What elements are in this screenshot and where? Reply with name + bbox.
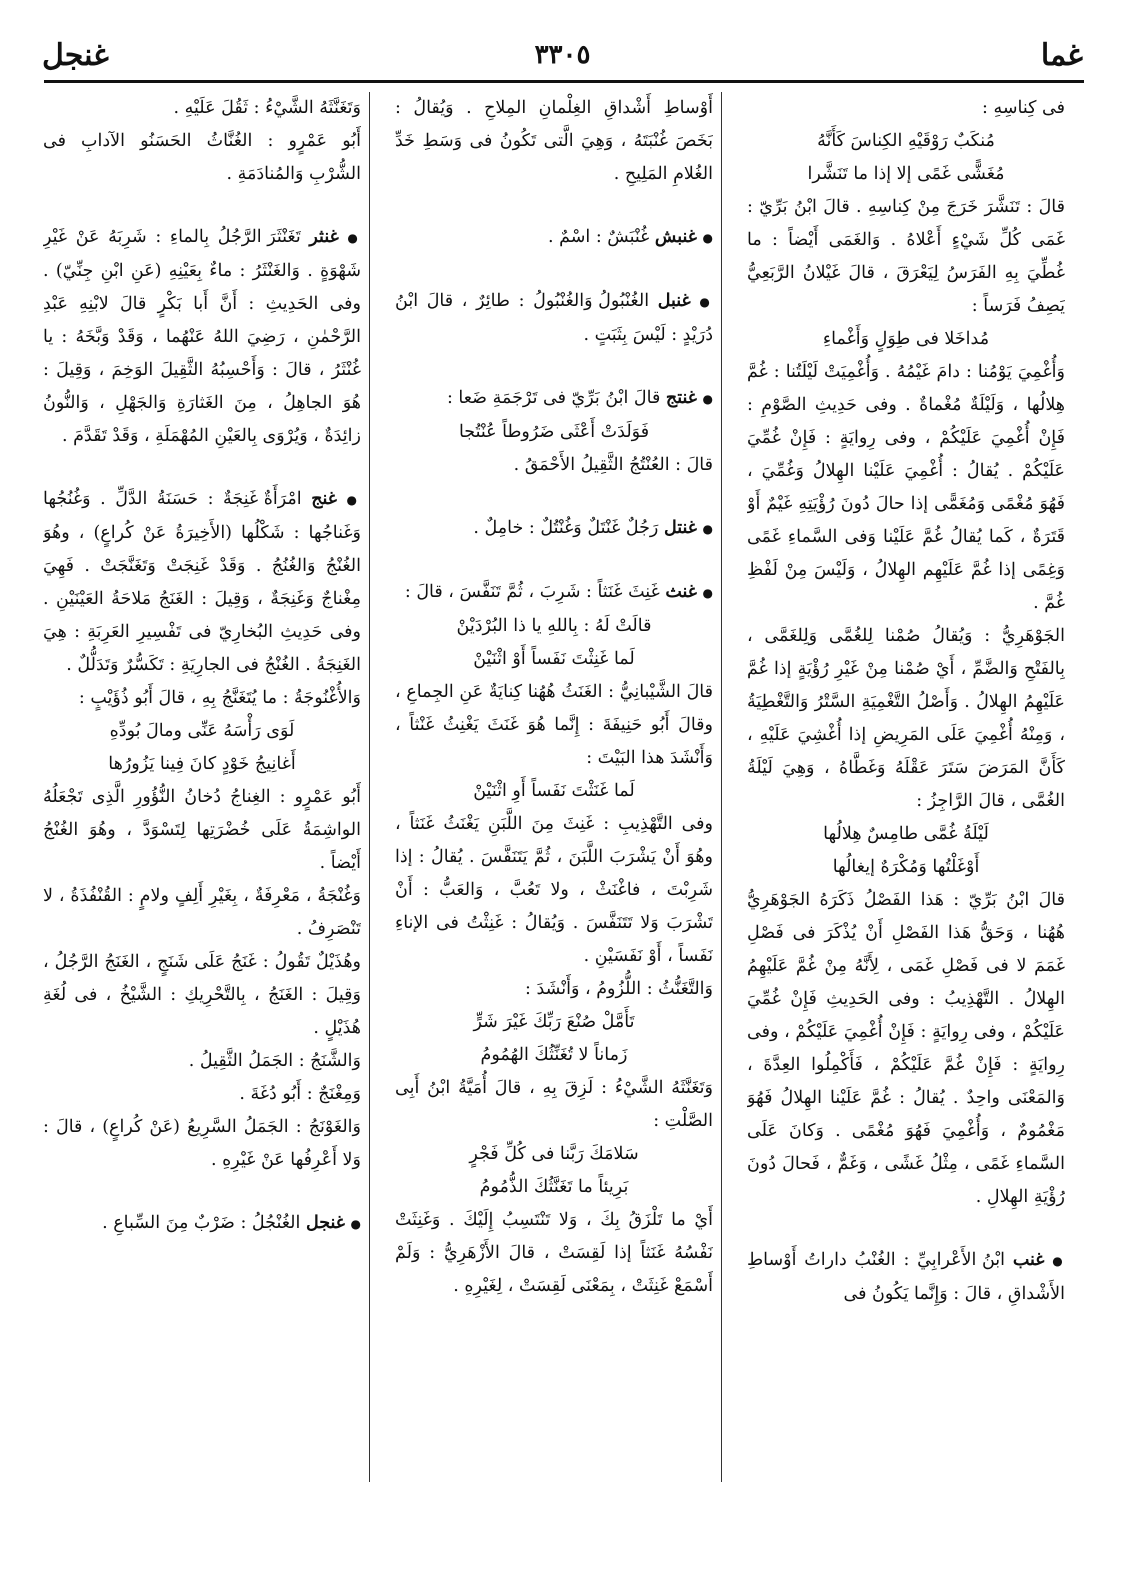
verse-line: قالَتْ لَهُ : بِاللهِ يا ذا البُرْدَيْنْ bbox=[456, 616, 652, 636]
headword: غنتل bbox=[663, 518, 697, 538]
verse-line: لَوَى رَأْسَهُ عَنِّى ومالَ بُودِّهِ bbox=[109, 721, 295, 741]
column-divider bbox=[721, 92, 722, 1482]
headword: غنب bbox=[1012, 1250, 1045, 1270]
entry-bullet: ● bbox=[702, 392, 713, 406]
paragraph: وَالشَّنَجُ : الجَمَلُ الثَّقِيلُ . bbox=[188, 1051, 361, 1071]
entry-text: الغُنْبُولُ وَالغُنْبُولُ : طائِرٌ ، قالَ ابْنُ دُرَيْدٍ : لَيْسَ بِثَبَتٍ . bbox=[395, 291, 713, 345]
paragraph: فى كِناسِهِ : bbox=[982, 98, 1065, 118]
verse-line: فَوَلَدَتْ أَعْثَى ضَرُوطاً عُنْتُجا bbox=[458, 422, 650, 442]
running-head-right: غما bbox=[1040, 38, 1083, 73]
column-divider bbox=[369, 92, 370, 1482]
dictionary-entry bbox=[395, 382, 713, 416]
paragraph: وَغُنْجَةُ ، مَعْرِفَةٌ ، بِغَيْرِ أَلِفٍ ولامٍ : القُنْفُذَةُ ، لا تَنْصَرِفُ . bbox=[43, 886, 361, 939]
dictionary-entry bbox=[395, 221, 713, 255]
verse-line: لَيْلَةُ غُمَّى طامِسٌ هِلالُها bbox=[823, 824, 989, 844]
running-head-left: غنجل bbox=[42, 38, 109, 73]
headword: غنبل bbox=[657, 291, 691, 311]
verse-line: مُنكَبٌ رَوْقَيْهِ الكِناسَ كَأَنَّهُ bbox=[817, 131, 995, 151]
verse-line: بَرِيئاً ما تَغَنَّثُكَ الذُّمُومُ bbox=[479, 1177, 629, 1197]
paragraph: قالَ الشَّيْبانِيُّ : الغَنَثُ هُهُنا كِنايَةٌ عَنِ الجِماعِ ، وقالَ أَبُو حَنِيفَةَ : إِنَّما هُوَ غَنَثَ يَغْنِثُ غَنْثاً ، وَأَنْشَدَ هذا البَيْتَ : bbox=[395, 682, 713, 768]
paragraph: وفى التَّهْذِيبِ : غَنِثَ مِنَ اللَّبَنِ يَغْنَثُ غَنَثاً ، وهُوَ أَنْ يَشْرَبَ اللَّبَنَ ، ثُمَّ يَتَنَفَّسَ . يُقالُ : إذا شَرِبْتَ ، فاغْنَثْ ، ولا تَعُبَّ ، وَالعَبُّ : أَنْ تَشْرَبَ وَلا تَتَنَفَّسَ . وَيُقالُ : غَنِثْتُ فى الإناءِ نَفَساً ، أَوْ نَفَسَيْنِ . bbox=[395, 814, 713, 966]
paragraph: أَيْ ما تَلْزَقُ بِكَ ، وَلا تَنْتَسِبُ إِلَيْكَ . وَغَنِثَتْ نَفْسُهُ غَنَثاً إذا لَقِسَتْ ، قالَ الأَزْهَرِيُّ : وَلَمْ أَسْمَعْ غَنِثَتْ ، بِمَعْنَى لَقِسَتْ ، لِغَيْرِهِ . bbox=[395, 1210, 713, 1296]
paragraph: وَالغَوْنَجُ : الجَمَلُ السَّرِيعُ (عَنْ كُراعٍ) ، قالَ : وَلا أَعْرِفُها عَنْ غَيْرِهِ . bbox=[43, 1117, 361, 1170]
paragraph: وَأُغْمِيَ يَوْمُنا : دامَ غَيْمُهُ . وَأُغْمِيَتْ لَيْلَتُنا : غُمَّ هِلالُها ، وَلَيْلَةٌ مُغْماةٌ . وفى حَدِيثِ الصَّوْمِ : فَإِنْ أُغْمِيَ عَلَيْكُمْ ، وفى رِوايَةٍ : فَإِنْ غُمِّيَ عَلَيْكُمْ . يُقالُ : أُغْمِيَ عَلَيْنا الهِلالُ وَغُمِّيَ ، فَهُوَ مُغْمًى وَمُغَمًّى إذا حالَ دُونَ رُؤْيَتِهِ غَيْمٌ أَوْ قَتَرَةٌ ، كَما يُقالُ غُمَّ عَلَيْنا وَفى السَّماءِ غَمًى وَغِمًى إذا غُمَّ عَلَيْهِم الهِلالُ ، وَلَيْسَ مِنْ لَفْظِ غُمَّ . bbox=[747, 362, 1065, 613]
paragraph: الجَوْهَرِيُّ : وَيُقالُ صُمْنا لِلغُمَّى وَلِلغَمَّى ، بِالفَتْحِ وَالضَّمِّ ، أَيْ صُمْنا مِنْ غَيْرِ رُؤْيَةٍ إذا غُمَّ عَلَيْهِمُ الهِلالُ . وَأَصْلُ التَّغْمِيَةِ السَّتْرُ وَالتَّغْطِيَةُ ، وَمِنْهُ أُغْمِيَ عَلَى المَرِيضِ إذا أُغْشِيَ عَلَيْهِ ، كَأَنَّ المَرَضَ سَتَرَ عَقْلَهُ وَغَطَّاهُ ، وَهِيَ لَيْلَةُ الغُمَّى ، قالَ الرَّاجِزُ : bbox=[747, 626, 1065, 811]
paragraph: وهُذَيْلٌ تَقُولُ : غَنَجُ عَلَى شَنَجٍ ، الغَنَجُ الرَّجُلُ ، وَقِيلَ : الغَنَجُ ، بِالتَّحْرِيكِ : الشَّيْخُ ، فى لُغَةِ هُذَيْلٍ . bbox=[43, 952, 361, 1038]
dictionary-entry bbox=[43, 221, 361, 453]
verse-line: سَلامَكَ رَبَّنا فى كُلِّ فَجْرٍ bbox=[469, 1144, 639, 1164]
headword: غنثر bbox=[309, 227, 339, 247]
dictionary-entry bbox=[747, 1244, 1065, 1311]
paragraph: قالَ : تَنَشَّرَ خَرَجَ مِنْ كِناسِهِ . قالَ ابْنُ بَرِّيّ : غَمَى كُلِّ شَيْءٍ أَعْلاهُ . وَالغَمَى أَيْضاً : ما غُطِّيَ بِهِ الفَرَسُ لِيَعْرَقَ ، قالَ غَيْلانُ الرَّبَعِيُّ يَصِفُ فَرَساً : bbox=[747, 197, 1065, 316]
paragraph: أَبُو عَمْرٍو : الغِناجُ دُخانُ النُّؤُورِ الَّذِى تَجْعَلُهُ الواشِمَةُ عَلَى خُضْرَتِها لِتَسْوَدَّ ، وهُوَ الغُنْجُ أَيْضاً . bbox=[43, 787, 361, 873]
dictionary-entry bbox=[395, 285, 713, 352]
header-rule bbox=[44, 80, 1084, 83]
paragraph: قالَ ابْنُ بَرِّيّ : هَذا الفَصْلُ ذَكَرَهُ الجَوْهَرِيُّ هُهُنا ، وَحَقُّ هَذا الفَصْلِ أَنْ يُذْكَرَ فى فَصْلِ غَمَمَ لا فى فَصْلِ غَمَى ، لِأَنَّهُ مِنْ غُمَّ عَلَيْهِمُ الهِلالُ . التَّهْذِيبُ : وفى الحَدِيثِ فَإِنْ غُمِّيَ عَلَيْكُمْ ، وفى رِوايَةٍ : فَإِنْ أُغْمِيَ عَلَيْكُمْ ، وفى رِوايَةٍ : فَإِنْ غُمَّ عَلَيْكُمْ ، فَأَكْمِلُوا العِدَّةَ ، وَالمَعْنَى واحِدٌ . يُقالُ : غُمَّ عَلَيْنا الهِلالُ فَهُوَ مَغْمُومٌ ، وَأُغْمِيَ فَهُوَ مُغْمًى . وَكانَ عَلَى السَّماءِ غَمًى ، مِثْلُ غَشًى ، وَغَمٌّ ، فَحالَ دُونَ رُؤْيَةِ الهِلالِ . bbox=[747, 890, 1065, 1207]
entry-bullet: ● bbox=[350, 1217, 361, 1231]
verse-line: زَماناً لا تُغَنِّثُكَ الهُمُومُ bbox=[480, 1045, 628, 1065]
verse-line: تَأَمَّلْ صُنْعَ رَبِّكَ غَيْرَ شَرٍّ bbox=[473, 1012, 635, 1032]
paragraph: أَوْساطِ أَشْداقِ الغِلْمانِ المِلاحِ . وَيُقالُ : بَخَصَ غُنْبَتَهُ ، وَهِيَ الَّتى تَكُونُ فى وَسَطِ خَدِّ الغُلامِ المَلِيحِ . bbox=[395, 98, 713, 184]
paragraph: وَتَغَنَّثَهُ الشَّيْءُ : ثَقُلَ عَلَيْهِ . bbox=[173, 98, 361, 118]
dictionary-entry bbox=[395, 512, 713, 546]
entry-bullet: ● bbox=[702, 586, 713, 600]
dictionary-entry bbox=[43, 483, 361, 682]
entry-text: غَنِثَ غَنَثاً : شَرِبَ ، ثُمَّ تَنَفَّسَ ، قالَ : bbox=[404, 582, 660, 602]
entry-text: ابْنُ الأَعْرابِيِّ : الغُنْبُ داراتُ أَوْساطِ الأَشْداقِ ، قالَ : وَإِنَّما يَكُونُ فى bbox=[747, 1250, 1065, 1304]
paragraph: وَتَغَنَّثَهُ الشَّيْءُ : لَزِقَ بِهِ ، قالَ أُمَيَّةُ ابْنُ أَبِى الصَّلْتِ : bbox=[395, 1078, 713, 1131]
entry-text: الغُنْجُلُ : ضَرْبٌ مِنَ السِّباعِ . bbox=[102, 1213, 301, 1233]
dictionary-entry bbox=[395, 576, 713, 610]
paragraph: وَمِغْنَجٌ : أَبُو دُغَةَ . bbox=[239, 1084, 361, 1104]
entry-text: قالَ ابْنُ بَرِّيّ فى تَرْجَمَةِ ضَعا : bbox=[446, 388, 661, 408]
column-left bbox=[43, 92, 361, 1522]
headword: غنث bbox=[665, 582, 697, 602]
page-number: ٣٣٠٥ bbox=[534, 40, 591, 70]
entry-text: رَجُلٌ غَنْتَلٌ وَغُنْتُلٌ : خامِلٌ . bbox=[473, 518, 659, 538]
entry-bullet: ● bbox=[347, 231, 361, 245]
verse-line: أَغانِيجُ خَوْدٍ كانَ فِينا يَزُورُها bbox=[108, 754, 296, 774]
paragraph: أَبُو عَمْرٍو : الغُنَّاثُ الحَسَنُو الآدابِ فى الشُّرْبِ وَالمُنادَمَةِ . bbox=[43, 131, 361, 184]
headword: غنجل bbox=[305, 1213, 345, 1233]
verse-line: لَما غَنِثْتَ نَفَساً أَوْ اثْنَيْنْ bbox=[473, 649, 635, 669]
headword: غنتج bbox=[665, 388, 697, 408]
verse-line: لَما غَنَثْتَ نَفَساً أَوِ اثْنَيْنْ bbox=[473, 781, 635, 801]
entry-text: غُنْبَشٌ : اسْمٌ . bbox=[547, 227, 650, 247]
entry-bullet: ● bbox=[699, 295, 713, 309]
verse-line: أَوْغَلْتُها وَمُكْرَهٌ إيغالُها bbox=[832, 857, 980, 877]
verse-line: مُغَشًّى غَمًى إلا إذا ما تَنَشَّرا bbox=[807, 164, 1005, 184]
paragraph: وَالتَّغَنُّثُ : اللُّزُومُ ، وَأَنْشَدَ : bbox=[525, 979, 713, 999]
column-right bbox=[747, 92, 1065, 1522]
headword: غنج bbox=[311, 489, 337, 509]
dictionary-entry bbox=[43, 1207, 361, 1241]
paragraph: وَالأُغْنُوجَةُ : ما يُتَغَنَّجُ بِهِ ، قالَ أَبُو ذُؤَيْبٍ : bbox=[78, 688, 361, 708]
entry-bullet: ● bbox=[702, 522, 713, 536]
headword: غنبش bbox=[654, 227, 697, 247]
paragraph: قالَ : العُنْتُجُ الثَّقِيلُ الأَحْمَقُ . bbox=[513, 455, 713, 475]
verse-line: مُداخَلا فى طِوَلٍ وَأَغْماءِ bbox=[822, 329, 990, 349]
entry-bullet: ● bbox=[1052, 1254, 1065, 1268]
entry-bullet: ● bbox=[346, 493, 361, 507]
column-middle bbox=[395, 92, 713, 1522]
entry-bullet: ● bbox=[702, 231, 713, 245]
entry-text: امْرَأَةٌ غَنِجَةٌ : حَسَنَةُ الدَّلِّ . وَغُنُجُها وَغَناجُها : شَكْلُها (الأَخِيرَةُ عَنْ كُراعٍ) ، وهُوَ الغُنْجُ وَالغُنُجُ . وَقَدْ غَنِجَتْ وَتَغَنَّجَتْ . فَهِيَ مِغْناجٌ وَغَنِجَةٌ ، وَقِيلَ : الغَنَجُ مَلاحَةُ العَيْنَيْنِ . وفى حَدِيثِ البُخارِيّ فى تَفْسِيرِ العَرِبَةِ : هِيَ الغَنِجَةُ . الغُنْجُ فى الجارِيَةِ : تَكَسُّرٌ وَتَدَلُّلٌ . bbox=[43, 489, 361, 675]
entry-text: تَغَنْثَرَ الرَّجُلُ بِالماءِ : شَرِبَهُ عَنْ غَيْرِ شَهْوَةٍ . وَالغَنْثَرُ : ماءٌ بِعَيْنِهِ (عَنِ ابْنِ جِنِّيّ) . وفى الحَدِيثِ : أَنَّ أَبا بَكْرٍ قالَ لابْنِهِ عَبْدِ الرَّحْمٰنِ ، رَضِيَ اللهُ عَنْهُما ، وَقَدْ وَبَّخَهُ : يا غُنْثَرُ ، قالَ : وَأَحْسِبُهُ الثَّقِيلَ الوَخِمَ ، وَقِيلَ : هُوَ الجاهِلُ ، مِنَ الغَثارَةِ وَالجَهْلِ ، وَالنُّونُ زائِدَةٌ ، وَيُرْوَى بِالعَيْنِ المُهْمَلَةِ ، وَقَدْ تَقَدَّمَ . bbox=[43, 227, 361, 446]
